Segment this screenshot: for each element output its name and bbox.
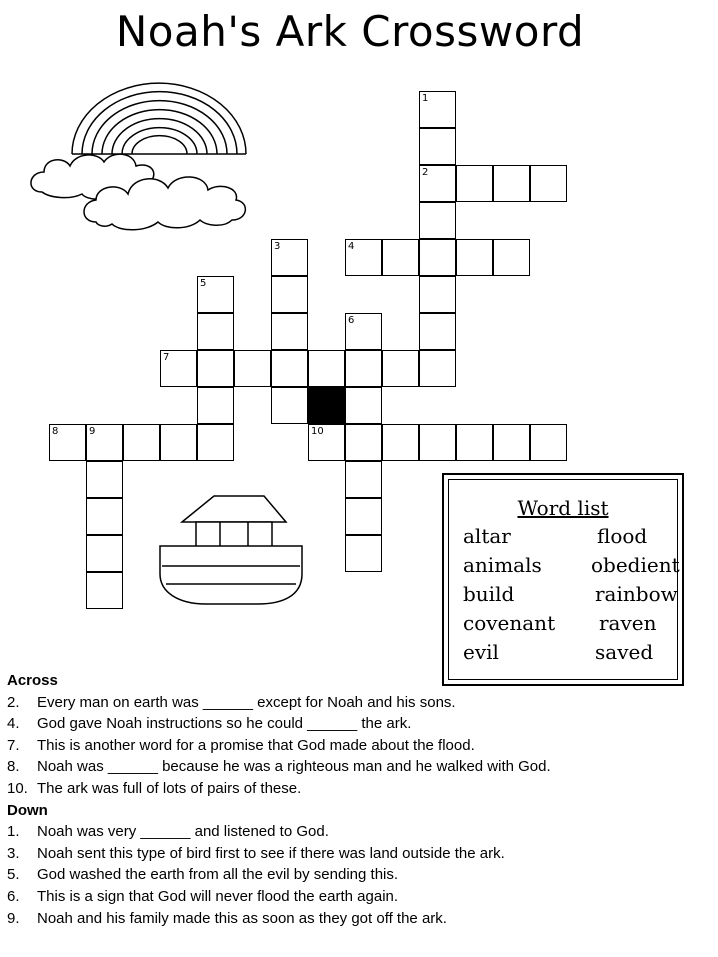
crossword-cell[interactable] — [271, 239, 308, 276]
clue-number-label: 6 — [348, 315, 355, 326]
crossword-cell[interactable] — [530, 424, 567, 461]
crossword-cell[interactable] — [419, 239, 456, 276]
crossword-cell[interactable] — [493, 239, 530, 276]
crossword-cell[interactable] — [197, 424, 234, 461]
clue-item — [7, 756, 707, 778]
crossword-cell[interactable] — [419, 91, 456, 128]
clue-text: God gave Noah instructions so he could ______ the ark. — [37, 715, 412, 733]
crossword-cell[interactable] — [456, 239, 493, 276]
clue-number-label: 7 — [163, 352, 170, 363]
crossword-cell[interactable] — [308, 424, 345, 461]
crossword-cell[interactable] — [86, 424, 123, 461]
crossword-cell[interactable] — [419, 202, 456, 239]
word-list-item: covenant — [463, 611, 556, 635]
crossword-cell[interactable] — [197, 387, 234, 424]
word-list-inner-border — [448, 479, 678, 680]
clue-item — [7, 908, 707, 930]
crossword-cell[interactable] — [160, 350, 197, 387]
clue-number-label: 3 — [274, 241, 281, 252]
clue-number: 1. — [7, 823, 20, 841]
clue-text: Noah sent this type of bird first to see if there was land outside the ark. — [37, 844, 505, 862]
crossword-cell[interactable] — [345, 239, 382, 276]
clue-text: Noah was very ______ and listened to God. — [37, 823, 329, 841]
cloud-icon — [31, 154, 245, 230]
ark-icon — [160, 496, 302, 604]
crossword-cell[interactable] — [419, 128, 456, 165]
crossword-cell[interactable] — [271, 276, 308, 313]
clue-number-label: 9 — [89, 426, 96, 437]
page-title: Noah's Ark Crossword — [115, 7, 585, 56]
word-list-item: saved — [595, 640, 654, 664]
crossword-cell[interactable] — [86, 498, 123, 535]
crossword-cell[interactable] — [308, 350, 345, 387]
crossword-cell[interactable] — [345, 387, 382, 424]
clue-number: 6. — [7, 887, 20, 905]
clue-item — [7, 692, 707, 714]
crossword-cell[interactable] — [345, 535, 382, 572]
clue-item — [7, 843, 707, 865]
crossword-cell[interactable] — [456, 165, 493, 202]
clue-text: Every man on earth was ______ except for Noah and his sons. — [37, 693, 456, 711]
crossword-cell[interactable] — [197, 313, 234, 350]
clue-item — [7, 864, 707, 886]
crossword-cell[interactable] — [382, 350, 419, 387]
crossword-cell[interactable] — [123, 424, 160, 461]
clue-text: This is another word for a promise that God made about the flood. — [37, 736, 475, 754]
word-list-item: flood — [597, 524, 648, 548]
across-heading: Across — [7, 672, 58, 689]
clue-number: 9. — [7, 909, 20, 927]
crossword-cell[interactable] — [419, 424, 456, 461]
clue-text: The ark was full of lots of pairs of these. — [37, 779, 302, 797]
crossword-cell[interactable] — [419, 350, 456, 387]
crossword-cell[interactable] — [160, 424, 197, 461]
crossword-cell[interactable] — [271, 350, 308, 387]
crossword-cell[interactable] — [419, 165, 456, 202]
crossword-cell[interactable] — [234, 350, 271, 387]
clue-number: 3. — [7, 844, 20, 862]
clue-number-label: 1 — [422, 93, 429, 104]
down-heading: Down — [7, 801, 48, 819]
word-list-item: raven — [599, 611, 657, 635]
clue-item — [7, 778, 707, 800]
crossword-cell[interactable] — [419, 276, 456, 313]
word-list-item: altar — [463, 524, 511, 548]
clue-number: 4. — [7, 715, 20, 733]
clue-number-label: 5 — [200, 278, 207, 289]
clue-number-label: 8 — [52, 426, 59, 437]
clue-number-label: 10 — [311, 426, 324, 437]
crossword-black-cell — [308, 387, 345, 424]
crossword-cell[interactable] — [382, 239, 419, 276]
crossword-cell[interactable] — [530, 165, 567, 202]
clue-text: God washed the earth from all the evil by sending this. — [37, 866, 399, 884]
crossword-cell[interactable] — [197, 276, 234, 313]
crossword-cell[interactable] — [345, 461, 382, 498]
clue-text: This is a sign that God will never flood the earth again. — [37, 887, 399, 905]
word-list-item: obedient — [591, 553, 680, 577]
clue-item — [7, 886, 707, 908]
clues-section — [7, 670, 707, 929]
word-list-item: animals — [463, 553, 542, 577]
rainbow-icon — [72, 83, 246, 154]
crossword-cell[interactable] — [493, 424, 530, 461]
crossword-cell[interactable] — [345, 350, 382, 387]
word-list-item: evil — [463, 640, 499, 664]
crossword-cell[interactable] — [345, 313, 382, 350]
crossword-cell[interactable] — [271, 387, 308, 424]
crossword-cell[interactable] — [197, 350, 234, 387]
clue-number: 2. — [7, 693, 20, 711]
crossword-cell[interactable] — [456, 424, 493, 461]
word-list-box — [442, 473, 684, 686]
crossword-cell[interactable] — [345, 498, 382, 535]
clue-text: Noah and his family made this as soon as they got off the ark. — [37, 909, 447, 927]
clue-text: Noah was ______ because he was a righteous man and he walked with God. — [37, 758, 551, 776]
crossword-cell[interactable] — [493, 165, 530, 202]
word-list-item: build — [463, 582, 515, 606]
clue-number: 7. — [7, 736, 20, 754]
clue-number: 8. — [7, 758, 20, 776]
crossword-cell[interactable] — [86, 535, 123, 572]
crossword-cell[interactable] — [86, 572, 123, 609]
crossword-cell[interactable] — [86, 461, 123, 498]
clue-number-label: 4 — [348, 241, 355, 252]
clue-item — [7, 821, 707, 843]
clue-number: 10. — [7, 779, 28, 797]
crossword-cell[interactable] — [419, 313, 456, 350]
crossword-cell[interactable] — [382, 424, 419, 461]
word-list-title: Word list — [517, 496, 609, 520]
clue-number: 5. — [7, 866, 20, 884]
crossword-cell[interactable] — [271, 313, 308, 350]
clue-item — [7, 735, 707, 757]
crossword-cell[interactable] — [49, 424, 86, 461]
word-list-item: rainbow — [595, 582, 678, 606]
crossword-cell[interactable] — [345, 424, 382, 461]
clue-item — [7, 713, 707, 735]
clue-number-label: 2 — [422, 167, 429, 178]
